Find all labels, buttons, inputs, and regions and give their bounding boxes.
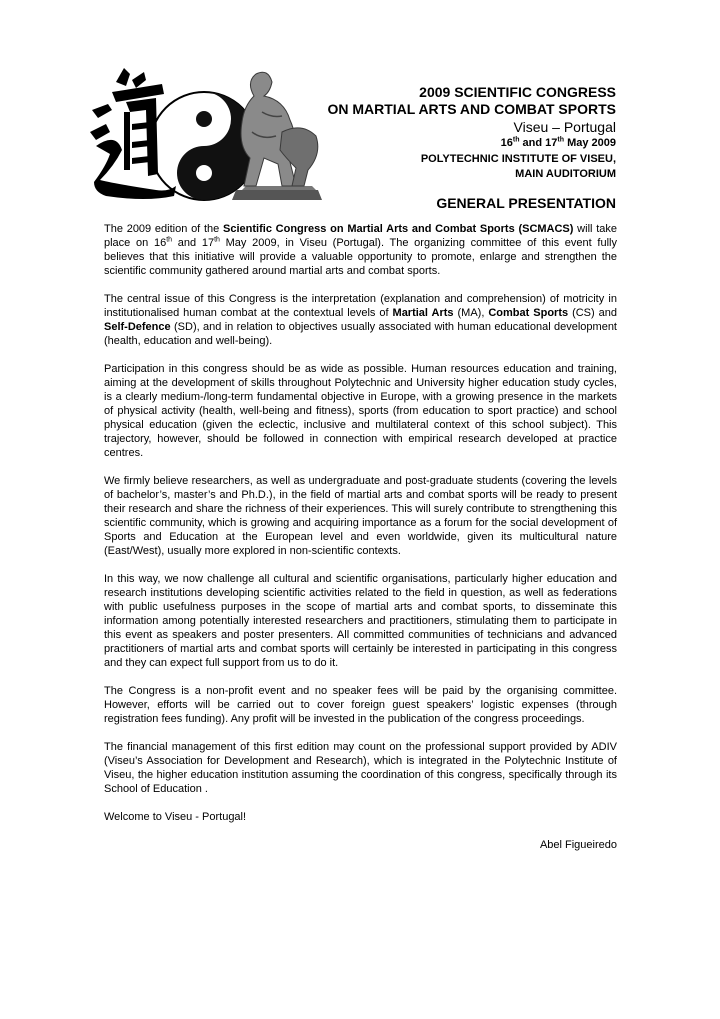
paragraph-researchers: We firmly believe researchers, as well as undergraduate and post-graduate students (covering the levels of bachelor’s, master’s and Ph.D.), in the field of martial arts and combat sports will be ready to present their research and share the richness of their experiences. This will surely contribute to strengthening this scientific community, which is growing and acquiring importance as a forum for the social development of Sports and Education at the European level and even worldwide, given its multicultural nature (East/West), usually more explored in non-scientific contexts. — [104, 475, 617, 557]
congress-date: 16th and 17th May 2009 — [500, 136, 616, 150]
paragraph-welcome: Welcome to Viseu - Portugal! — [104, 811, 247, 823]
congress-title-line1: 2009 SCIENTIFIC CONGRESS — [419, 84, 616, 100]
presentation-title: GENERAL PRESENTATION — [436, 195, 616, 212]
venue-line2: MAIN AUDITORIUM — [515, 167, 616, 180]
paragraph-central-issue: The central issue of this Congress is the interpretation (explanation and comprehension) of motricity in institutionalised human combat at the contextual levels of Martial Arts (MA), Combat Sports (CS) and Self-Defence (SD), and in relation to objectives usually associated with human educational development (health, education and well-being). — [104, 293, 617, 347]
document-header — [256, 84, 616, 212]
venue-line1: POLYTECHNIC INSTITUTE OF VISEU, — [420, 152, 616, 165]
paragraph-intro: The 2009 edition of the Scientific Congress on Martial Arts and Combat Sports (SCMACS) will take place on 16th and 17th May 2009, in Viseu (Portugal). The organizing committee of this event fully believes that this initiative will provide a valuable opportunity to promote, enlarge and strengthen the scientific community gathered around martial arts and combat sports. — [104, 223, 617, 277]
yin-yang-icon — [150, 92, 258, 200]
paragraph-participation: Participation in this congress should be as wide as possible. Human resources education and training, aiming at the development of skills throughout Polytechnic and University higher education study cycles, is a clearly medium-/long-term fundamental objective in Europe, with a growing presence in the markets of physical activity (health, well-being and fitness), sports (from education to sport practice) and school physical education (given the eclectic, inclusive and multilateral context of this school subject). This trajectory, however, should be followed in connection with empirical research developed at practice centres. — [104, 363, 617, 459]
paragraph-non-profit: The Congress is a non-profit event and no speaker fees will be paid by the organising committee. However, efforts will be carried out to cover foreign guest speakers’ logistic expenses (through registration fees funding). Any profit will be invested in the publication of the congress proceedings. — [104, 685, 617, 725]
paragraph-challenge: In this way, we now challenge all cultural and scientific organisations, particularly higher education and research institutions developing scientific activities related to the field in question, as well as federations with public usefulness purposes in the scope of martial arts and combat sports, to disseminate this information among potentially interested researchers and practitioners, stimulating them to participate in this event as speakers and poster presenters. All committed communities of technicians and advanced practitioners of martial arts and combat sports will certainly be interested in participating in this congress and they can expect full support from us to do it. — [104, 573, 617, 669]
signature: Abel Figueiredo — [539, 839, 617, 851]
paragraph-financial: The financial management of this first edition may count on the professional support provided by ADIV (Viseu’s Association for Development and Research), which is integrated in the Polytechnic Institute of Viseu, the higher education institution assuming the coordination of this congress, specifically through its School of Education . — [104, 741, 617, 795]
congress-title-line2: ON MARTIAL ARTS AND COMBAT SPORTS — [327, 100, 616, 117]
document-body — [104, 222, 617, 866]
congress-city: Viseu – Portugal — [513, 118, 616, 135]
